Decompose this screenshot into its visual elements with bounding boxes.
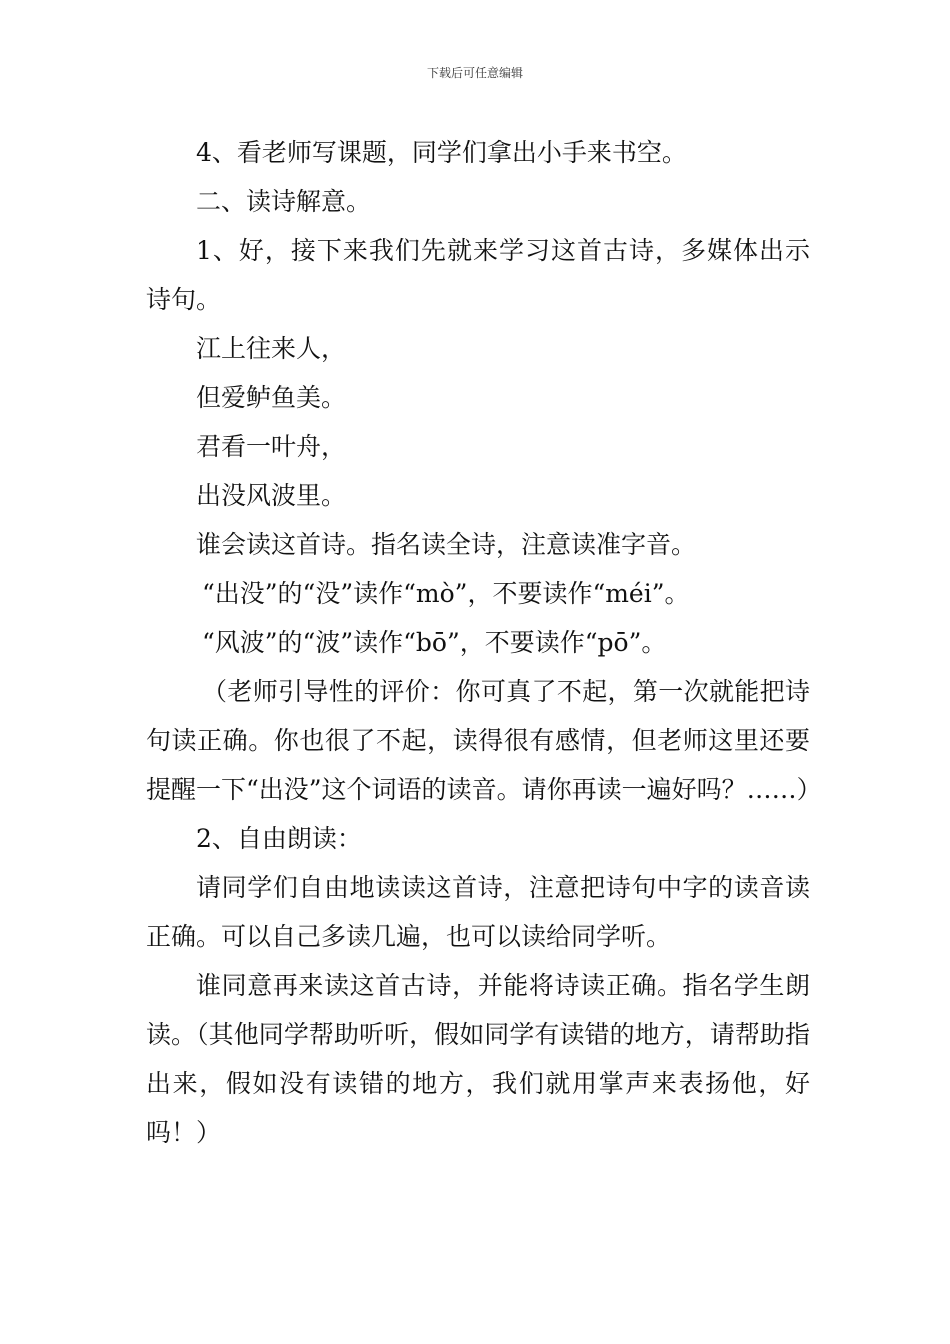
document-body: [146, 128, 822, 1157]
pronunciation-note-1: “出没”的“没”读作“mò”，不要读作“méi”。: [202, 579, 690, 608]
page-header: 下载后可任意编辑: [426, 66, 523, 80]
paragraph-free-reading: 请同学们自由地读读这首诗，注意把诗句中字的读音读正确。可以自己多读几遍，也可以读给同学听。: [146, 873, 810, 951]
poem-line-2: 但爱鲈鱼美。: [196, 383, 347, 412]
teacher-evaluation: （老师引导性的评价：你可真了不起，第一次就能把诗句读正确。你也很了不起，读得很有感情，但老师这里还要提醒一下“出没”这个词语的读音。请你再读一遍好吗？……）: [146, 677, 822, 804]
paragraph-step-2: 2、自由朗读：: [196, 824, 362, 853]
paragraph-student-reading: 谁同意再来读这首古诗，并能将诗读正确。指名学生朗读。（其他同学帮助听听，假如同学有读错的地方，请帮助指出来，假如没有读错的地方，我们就用掌声来表扬他，好吗！）: [146, 971, 810, 1147]
section-heading-2: 二、读诗解意。: [196, 187, 372, 216]
pronunciation-note-2: “风波”的“波”读作“bō”，不要读作“pō”。: [202, 628, 667, 657]
paragraph-step-1: 1、好，接下来我们先就来学习这首古诗，多媒体出示诗句。: [146, 236, 810, 314]
poem-line-1: 江上往来人，: [196, 334, 347, 363]
poem-line-4: 出没风波里。: [196, 481, 347, 510]
poem-line-3: 君看一叶舟，: [196, 432, 347, 461]
paragraph-read-aloud: 谁会读这首诗。指名读全诗，注意读准字音。: [196, 530, 697, 559]
paragraph-step-4: 4、看老师写课题，同学们拿出小手来书空。: [196, 138, 687, 167]
